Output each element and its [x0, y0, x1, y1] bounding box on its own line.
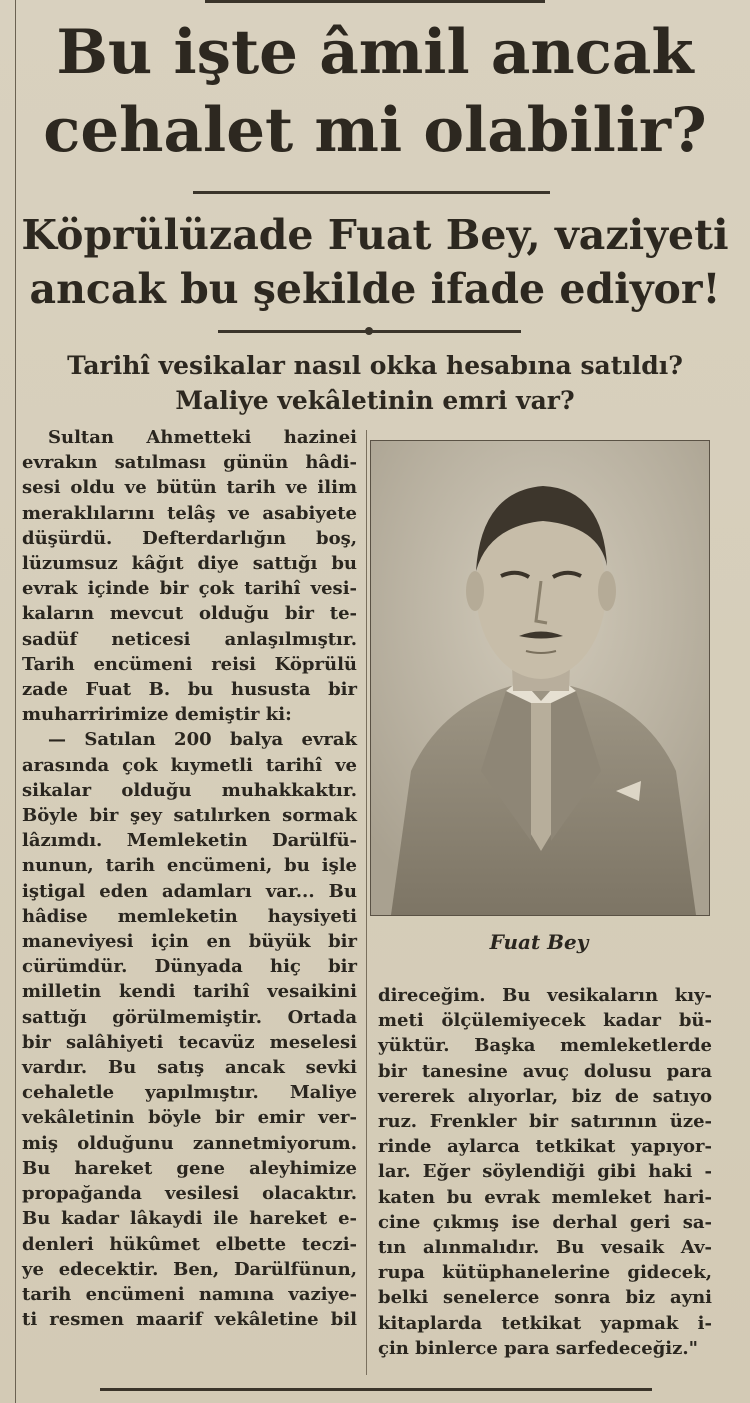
subheadline-line-2: ancak bu şekilde ifade ediyor!	[29, 265, 721, 313]
text-line: vardır. Bu satış ancak sevki	[22, 1057, 357, 1079]
text-line: Böyle bir şey satılırken sormak	[22, 805, 357, 827]
text-line: muharririmize demiştir ki:	[22, 704, 292, 726]
text-line: arasında çok kıymetli tarihî ve	[22, 754, 357, 776]
text-line: Bu kadar lâkaydi ile hareket e-	[22, 1208, 357, 1230]
text-line: evrakın satılması günün hâdi-	[22, 452, 357, 474]
text-line: kitaplarda tetkikat yapmak i-	[378, 1312, 712, 1334]
text-line: maneviyesi için en büyük bir	[22, 931, 357, 953]
right-article-column	[378, 983, 712, 1361]
text-line: propağanda vesilesi olacaktır.	[22, 1183, 357, 1205]
text-line: evrak içinde bir çok tarihî vesi-	[22, 578, 357, 600]
text-line: bir salâhiyeti tecavüz meselesi	[22, 1031, 357, 1053]
text-line: yüktür. Başka memleketlerde	[378, 1035, 712, 1057]
top-rule	[205, 0, 545, 3]
text-line: vererek alıyorlar, biz de satıyo	[378, 1085, 712, 1107]
text-line: sattığı görülmemiştir. Ortada	[22, 1006, 357, 1028]
bottom-rule	[100, 1388, 652, 1391]
text-line: düşürdü. Defterdarlığın boş,	[22, 527, 357, 549]
left-article-column	[22, 425, 357, 1332]
divider-ornament	[365, 327, 373, 335]
text-line: nunun, tarih encümeni, bu işle	[22, 855, 357, 877]
text-line: miş olduğunu zannetmiyorum.	[22, 1132, 357, 1154]
headline-divider	[193, 191, 550, 194]
text-line: rupa kütüphanelerine gidecek,	[378, 1262, 712, 1284]
left-margin-line	[15, 0, 16, 1403]
text-line: ye edecektir. Ben, Darülfünun,	[22, 1258, 357, 1280]
text-line: lâzımdı. Memleketin Darülfü-	[22, 830, 357, 852]
subheadline-line-1: Köprülüzade Fuat Bey, vaziyeti	[21, 211, 729, 259]
portrait-photo	[370, 440, 710, 916]
text-line: hâdise memleketin haysiyeti	[22, 905, 357, 927]
text-line: lüzumsuz kâğıt diye sattığı bu	[22, 553, 357, 575]
text-line: direceğim. Bu vesikaların kıy-	[378, 985, 712, 1006]
text-line: tın alınmalıdır. Bu vesaik Av-	[378, 1237, 712, 1259]
text-line: — Satılan 200 balya evrak	[48, 729, 357, 751]
text-line: tarih encümeni namına vaziye-	[22, 1283, 357, 1305]
text-line: bir tanesine avuç dolusu para	[378, 1060, 712, 1082]
text-line: ruz. Frenkler bir satırının üze-	[378, 1111, 712, 1133]
text-line: belki senelerce sonra biz ayni	[378, 1287, 712, 1309]
text-line: sadüf neticesi anlaşılmıştır.	[22, 628, 357, 650]
text-line: cine çıkmış ise derhal geri sa-	[378, 1211, 712, 1233]
headline-line-2: cehalet mi olabilir?	[43, 95, 707, 166]
text-line: cehaletle yapılmıştır. Maliye	[22, 1082, 357, 1104]
text-line: Sultan Ahmetteki hazinei	[48, 427, 357, 448]
text-line: iştigal eden adamları var... Bu	[22, 880, 357, 902]
text-line: denleri hükûmet elbette teczi-	[22, 1233, 357, 1255]
text-line: rinde aylarca tetkikat yapıyor-	[378, 1136, 712, 1158]
text-line: vekâletinin böyle bir emir ver-	[22, 1107, 357, 1129]
text-line: çin binlerce para sarfedeceğiz."	[378, 1337, 698, 1359]
text-line: zade Fuat B. bu hususta bir	[22, 679, 357, 701]
text-line: lar. Eğer söylendiği gibi haki -	[378, 1161, 712, 1183]
text-line: sikalar olduğu muhakkaktır.	[22, 779, 357, 801]
headline-line-1: Bu işte âmil ancak	[56, 17, 694, 88]
column-separator	[366, 430, 367, 1375]
text-line: Bu hareket gene aleyhimize	[22, 1157, 357, 1179]
text-line: kaların mevcut olduğu bir te-	[22, 603, 357, 625]
text-line: Tarih encümeni reisi Köprülü	[22, 653, 357, 675]
text-line: meti ölçülemiyecek kadar bü-	[378, 1010, 712, 1032]
text-line: sesi oldu ve bütün tarih ve ilim	[22, 477, 357, 499]
text-line: ti resmen maarif vekâletine bil	[22, 1309, 357, 1331]
text-line: meraklılarını telâş ve asabiyete	[22, 502, 357, 524]
deck-line-1: Tarihî vesikalar nasıl okka hesabına satıldı?	[67, 351, 683, 380]
portrait-illustration	[371, 441, 709, 915]
text-line: milletin kendi tarihî vesaikini	[22, 981, 357, 1003]
deck-line-2: Maliye vekâletinin emri var?	[175, 386, 575, 415]
photo-caption: Fuat Bey	[489, 930, 589, 954]
text-line: katen bu evrak memleket hari-	[378, 1186, 712, 1208]
text-line: cürümdür. Dünyada hiç bir	[22, 956, 357, 978]
